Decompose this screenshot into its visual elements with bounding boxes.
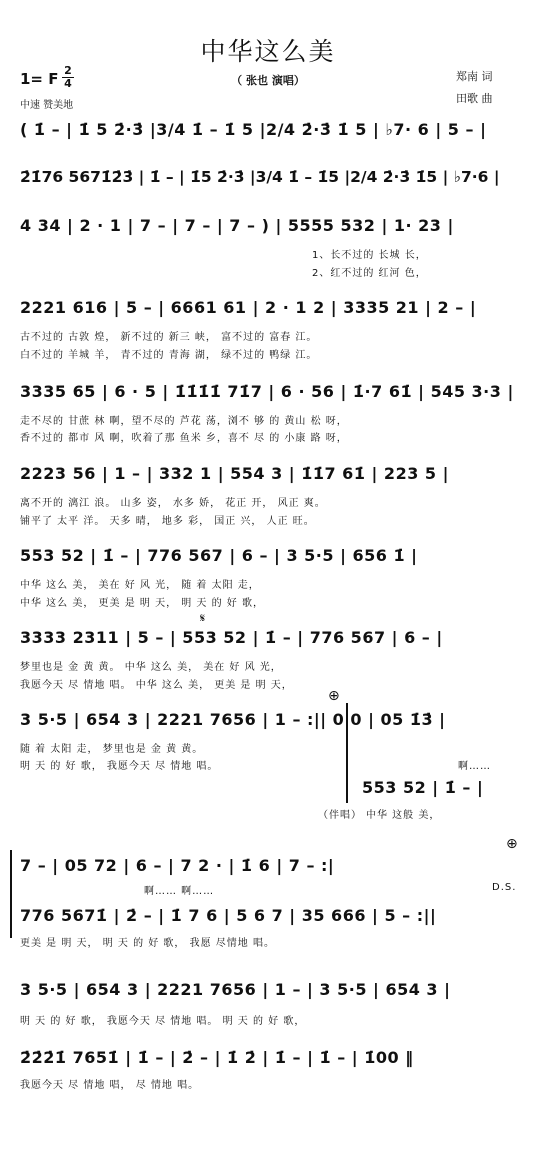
lyric-line-14: 我愿今天 尽 情地 唱， 尽 情地 唱。 (20, 1080, 200, 1091)
lyric-line-7-verse-2: 中华 这么 美， 更美 是 明 天， 明 天 的 好 歌， (20, 598, 264, 609)
composer-credit: 田歌 曲 (456, 92, 493, 105)
coda-icon-2: ⊕ (506, 836, 518, 852)
staff-line-8: 3333 2311 | 5 – | 553 52 | 1̇ – | 776 567 | 6 – | (20, 628, 443, 647)
staff-line-1: ( 1̇ – | 1̇ 5 2̇·3̇ |3/4 1̇ – 1̇ 5 |2/4 2̇·3̇ 1̇ 5 | ♭7· 6 | 5 – | (20, 120, 487, 139)
lyric-line-8-verse-1: 梦里也是 金 黄 黄。 中华 这么 美， 美在 好 风 光， (20, 662, 282, 673)
system-bracket (346, 703, 351, 803)
staff-line-14: 2̇2̇2̇1̇ 7651̇ | 1̇ – | 2̇ – | 1̇ 2̇ | 1̇ – | 1̇ – | 1̇00 ‖ (20, 1048, 414, 1067)
lyric-line-6-verse-1: 离不开的 漓江 浪。 山多 姿， 水多 娇， 花正 开， 风正 爽。 (20, 498, 326, 509)
staff-line-5: 3335 65 | 6 · 5 | 1̇1̇1̇1̇ 71̇7 | 6 · 56 | 1̇·7 61̇ | 545 3·3 | (20, 382, 514, 401)
staff-line-6: 2223 56 | 1 – | 332 1 | 554 3 | 1̇1̇7 61̇ | 223 5 | (20, 464, 449, 483)
time-signature-top: 2 (64, 64, 72, 77)
segno-icon: 𝄋 (200, 611, 206, 625)
time-signature-bottom: 4 (64, 77, 72, 90)
lyric-line-8-verse-2: 我愿今天 尽 情地 唱。 中华 这么 美， 更美 是 明 天， (20, 680, 293, 691)
lyric-line-3-verse-2: 2、红不过的 红河 色， (312, 268, 427, 279)
lyric-line-7-verse-1: 中华 这么 美， 美在 好 风 光， 随 着 太阳 走， (20, 580, 260, 591)
coda-system-bracket (10, 850, 16, 938)
staff-line-13: 3 5·5 | 654 3 | 2221 7656 | 1 – | 3 5·5 | 654 3 | (20, 980, 451, 999)
lyric-line-13: 明 天 的 好 歌， 我愿今天 尽 情地 唱。 明 天 的 好 歌， (20, 1016, 306, 1027)
tempo-marking: 中速 赞美地 (20, 100, 74, 111)
key-signature: 1= F (20, 70, 59, 88)
staff-line-10: 553 52 | 1̇ – | (362, 778, 484, 797)
staff-line-2: 2̇1̇76 5671̇2̇3̇ | 1̇ – | 1̇5 2̇·3̇ |3/4 1̇ – 1̇5 |2/4 2̇·3̇ 1̇5 | ♭7·6 | (20, 168, 500, 186)
staff-line-7: 553 52 | 1̇ – | 776 567 | 6 – | 3 5·5 | 656 1̇ | (20, 546, 418, 565)
lyric-line-3-verse-1: 1、长不过的 长城 长， (312, 250, 427, 261)
lyric-line-6-verse-2: 铺平了 太平 洋。 天多 晴， 地多 彩， 国正 兴， 人正 旺。 (20, 516, 315, 527)
accompaniment-label: （伴唱） (318, 810, 362, 821)
lyricist-credit: 郑南 词 (456, 70, 493, 83)
staff-line-11: 7 – | 05 72 | 6 – | 7 2 · | 1̇ 6 | 7 – :| (20, 856, 335, 875)
lyric-line-5-verse-1: 走不尽的 甘蔗 林 啊，望不尽的 芦花 荡，浏不 够 的 黄山 松 呀， (20, 416, 348, 427)
lyric-line-9-verse-1: 随 着 太阳 走， 梦里也是 金 黄 黄。 (20, 744, 204, 755)
lyric-line-4-verse-2: 白不过的 羊城 羊， 青不过的 青海 湖， 绿不过的 鸭绿 江。 (20, 350, 318, 361)
song-title: 中华这么美 (200, 37, 336, 66)
staff-line-9: 3 5·5 | 654 3 | 2221 7656 | 1 – :|| 0 0 | 05 1̇3̇ | (20, 710, 446, 729)
dal-segno: D.S. (492, 882, 517, 893)
lyric-line-12: 更美 是 明 天， 明 天 的 好 歌， 我愿 尽情地 唱。 (20, 938, 275, 949)
staff-line-3: 4 34 | 2 · 1 | 7 – | 7 – | 7 – ) | 5555 532 | 1· 23 | (20, 216, 454, 235)
lyric-line-11: 啊…… 啊…… (144, 886, 215, 897)
lyric-line-5-verse-2: 香不过的 都市 风 啊，吹着了那 鱼米 乡，喜不 尽 的 小康 路 呀， (20, 433, 348, 444)
lyric-line-10: 中华 这般 美， (366, 810, 441, 821)
staff-line-4: 2221 616 | 5 – | 6661 61 | 2 · 1 2 | 3335 21 | 2 – | (20, 298, 477, 317)
lyric-line-4-verse-1: 古不过的 古敦 煌， 新不过的 新三 峡， 富不过的 富春 江。 (20, 332, 318, 343)
coda-icon: ⊕ (328, 688, 340, 704)
lyric-line-9-verse-2: 明 天 的 好 歌， 我愿今天 尽 情地 唱。 (20, 761, 219, 772)
staff-line-12: 776 5671̇ | 2̇ – | 1̇ 7 6 | 5 6 7 | 35 666 | 5 – :|| (20, 906, 437, 925)
singer-credit: （ 张也 演唱） (231, 74, 305, 87)
humming-text: 啊…… (458, 761, 491, 772)
